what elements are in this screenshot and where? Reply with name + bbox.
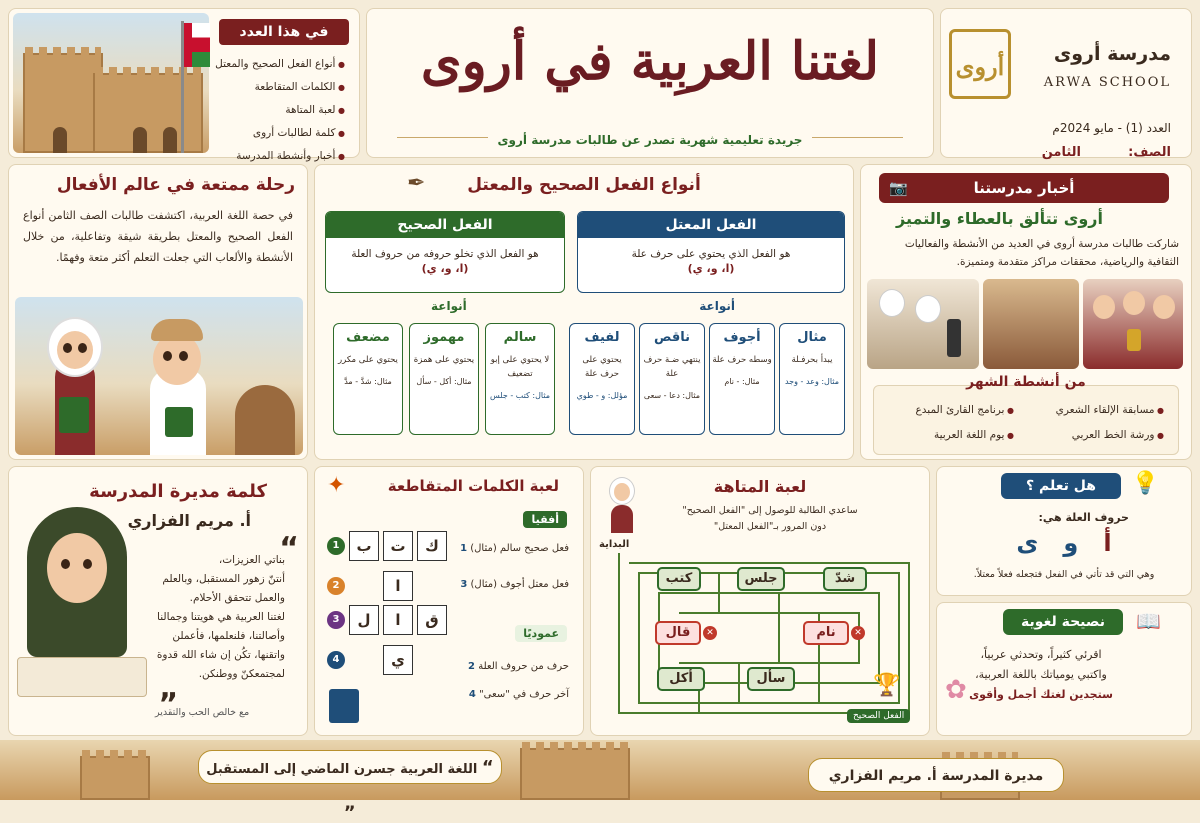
clue-number-marker: 2	[327, 577, 345, 595]
maze-word-sahih[interactable]: جلس	[737, 567, 785, 591]
newspaper-subtitle: جريدة تعليمية شهرية تصدر عن طالبات مدرسة أروى	[488, 133, 813, 147]
down-label: عموديًا	[515, 625, 567, 642]
verbs-panel	[314, 164, 854, 460]
clue-number-marker: 1	[327, 537, 345, 555]
mutal-definition: هو الفعل الذي يحتوي على حرف علة	[631, 248, 791, 260]
contents-item[interactable]: ● أنواع الفعل الصحيح والمعتل	[209, 53, 345, 76]
didyouknow-note: وهي التي قد تأتي في الفعل فتجعله فعلاً معتلاً.	[973, 569, 1155, 580]
activities-box	[873, 374, 1179, 455]
sahih-heading: الفعل الصحيح	[326, 212, 564, 238]
maze-word-mutal[interactable]: نام	[803, 621, 849, 645]
lightbulb-icon: 💡	[1131, 471, 1159, 496]
news-panel	[860, 164, 1192, 460]
activities-list-left	[916, 398, 1015, 448]
contents-item[interactable]: ● لعبة المتاهة	[209, 99, 345, 122]
news-heading: أخبار مدرستنا 📷	[879, 173, 1169, 203]
school-info	[940, 8, 1192, 158]
footer-band	[0, 740, 1200, 814]
news-body: شاركت طالبات مدرسة أروى في العديد من الأنشطة والفعاليات الثقافية والرياضية، محققات مراكز متقدمة ومتميزة.	[904, 238, 1179, 268]
trophy-icon: 🏆	[873, 673, 901, 698]
mutal-type-card: مثال يبدأ بحرفـلة مثال: وعد - وجد	[779, 323, 845, 435]
principal-title: كلمة مديرة المدرسة	[89, 481, 267, 502]
sahih-box	[325, 211, 565, 293]
activities-list-right	[1056, 398, 1164, 448]
crossword-cell[interactable]: ا	[383, 605, 413, 635]
tip-heading: نصيحة لغوية	[1003, 609, 1123, 635]
wrong-icon: ✕	[851, 626, 865, 640]
contents-heading: في هذا العدد	[219, 19, 349, 45]
maze-word-mutal[interactable]: قال	[655, 621, 701, 645]
mutal-type-card: ناقص ينتهي ضـة حرف علة مثال: دعا - سعى	[639, 323, 705, 435]
contents-item[interactable]: ● كلمة لطالبات أروى	[209, 122, 345, 145]
didyouknow-intro: حروف العلة هي:	[1038, 511, 1129, 524]
book-icon: 📖	[1136, 609, 1161, 633]
principal-panel	[8, 466, 308, 736]
activity-item: ● ورشة الخط العربي	[1056, 423, 1164, 448]
newspaper-title: لغتنا العربِية في أروى	[420, 31, 880, 92]
maze-end-label: الفعل الصحيح	[847, 709, 910, 723]
tip-text: اقرئي كثيراً، وتحدثي عربياً، واكتبي يومياتك باللغة العربية، ستجدين لغتك أجمل وأقوى	[969, 648, 1113, 701]
maze-word-sahih[interactable]: شدّ	[823, 567, 867, 591]
clue-across-1: فعل صحيح سالم (مثال) 1	[460, 543, 569, 554]
sahih-definition: هو الفعل الذي تخلو حروفه من حروف العلة	[351, 248, 539, 260]
maze-word-sahih[interactable]: أكل	[657, 667, 705, 691]
issue-number: العدد (1) - مايو 2024م	[1052, 121, 1171, 135]
crossword-cell[interactable]: ي	[383, 645, 413, 675]
flower-icon: ✿	[945, 675, 967, 705]
maze-panel	[590, 466, 930, 736]
crossword-title: لعبة الكلمات المتقاطعة	[387, 477, 559, 495]
clue-number-marker: 3	[327, 611, 345, 629]
journey-body: في حصة اللغة العربية، اكتشفت طالبات الصف الثامن أنواع الفعل الصحيح والمعتل بطريقة شيقة وتفاعلية، من خلال الأنشطة والألعاب التي جعلت التعلم أكثر متعة وفهمًا.	[23, 209, 293, 264]
sahih-type-card: مضعف يحتوي على مكرر مثال: شدَّ - مدَّ	[333, 323, 403, 435]
quill-icon: ✒	[407, 171, 426, 196]
mutal-box	[577, 211, 845, 293]
mutal-types-label: أنواعة	[699, 299, 735, 313]
contents-item[interactable]: ● أخبار وأنشطة المدرسة	[209, 145, 345, 168]
sahih-type-card: سالم لا يحتوي على إبو تضعيف مثال: كتب - جلس	[485, 323, 555, 435]
footer-quote: “ اللغة العربية جسرن الماضي إلى المستقبل „	[198, 750, 502, 784]
contents-list	[209, 53, 345, 168]
pencil-cup-icon	[329, 689, 359, 723]
maze-word-sahih[interactable]: سأل	[747, 667, 795, 691]
crossword-cell[interactable]: ك	[417, 531, 447, 561]
students-illustration	[15, 297, 303, 455]
crossword-panel	[314, 466, 584, 736]
clue-down-2: حرف من حروف العلة 2	[468, 661, 569, 672]
flag-icon	[184, 23, 210, 67]
close-quote-icon: „	[159, 671, 179, 706]
sahih-type-card: مهموز يحتوي على همزة مثال: أكل - سأل	[409, 323, 479, 435]
across-label: أفقيا	[523, 511, 567, 528]
maze-title: لعبة المتاهة	[713, 477, 807, 496]
contents-panel	[8, 8, 360, 162]
principal-message: بناتي العزيزات، أنتنّ زهور المستقبل، وبالعلم والعمل تتحقق الأحلام. لغتنا العربية هي هويتنا وجمالنا وأصالتنا، فلنعلمها، فأعملن واتقنها، تكُن إن شاء الله قدوة لمجتمعكنّ ووطنكن.	[156, 554, 285, 680]
principal-illustration	[17, 507, 147, 707]
crossword-cell[interactable]: ب	[349, 531, 379, 561]
sahih-types-label: أنواعة	[431, 299, 467, 313]
journey-panel	[8, 164, 308, 460]
school-name-en: ARWA SCHOOL	[1043, 75, 1171, 90]
grade-value: الثامن	[1041, 145, 1081, 160]
student-avatar	[605, 477, 639, 533]
puzzle-icon: ✦	[327, 473, 346, 498]
mutal-type-card: لفيف يحتوي على حرف علة مؤلل: و - طوي	[569, 323, 635, 435]
contents-item[interactable]: ● الكلمات المتقاطعة	[209, 76, 345, 99]
tip-panel	[936, 602, 1192, 736]
activity-item: ● برنامج القارئ المبدع	[916, 398, 1015, 423]
sahih-letters: (ا، و، ي)	[421, 262, 469, 275]
activity-item: ● مسابقة الإلقاء الشعري	[1056, 398, 1164, 423]
camera-icon: 📷	[889, 179, 908, 197]
maze-start-label: البداية	[599, 539, 630, 550]
mutal-heading: الفعل المعتل	[578, 212, 844, 238]
mutal-letters: (ا، و، ي)	[687, 262, 735, 275]
clue-number-marker: 4	[327, 651, 345, 669]
open-quote-icon: “	[279, 531, 299, 566]
maze-instructions: ساعدي الطالبة للوصول إلى "الفعل الصحيح" دون المرور بـ"الفعل المعتل"	[682, 505, 858, 532]
clue-down-4: آخر حرف في "سعى" 4	[468, 689, 569, 700]
news-photo-trophy	[1083, 279, 1183, 369]
crossword-cell[interactable]: ت	[383, 531, 413, 561]
news-photo-lab	[867, 279, 979, 369]
principal-signoff: مع خالص الحب والتقدير	[155, 707, 250, 718]
journey-title: رحلة ممتعة في عالم الأفعال	[56, 175, 295, 195]
didyouknow-heading: هل تعلم ؟	[1001, 473, 1121, 499]
didyouknow-panel	[936, 466, 1192, 596]
footer-signature: مديرة المدرسة أ. مريم الفزاري	[808, 758, 1064, 792]
activity-item: ● يوم اللغة العربية	[916, 423, 1015, 448]
news-headline: أروى تتألق بالعطاء والتميز	[896, 209, 1103, 228]
grade-label: الصف:	[1128, 145, 1171, 160]
principal-name: أ. مريم الفزاري	[127, 511, 251, 530]
activities-heading: من أنشطة الشهر	[966, 374, 1086, 390]
fort-illustration	[13, 13, 209, 153]
verbs-title: أنواع الفعل الصحيح والمعتل	[467, 175, 701, 195]
school-logo: أروى	[949, 29, 1011, 99]
crossword-cell[interactable]: ل	[349, 605, 379, 635]
school-name-ar: مدرسة أروى	[1053, 43, 1171, 65]
crossword-cell[interactable]: ا	[383, 571, 413, 601]
crossword-cell[interactable]: ق	[417, 605, 447, 635]
wrong-icon: ✕	[703, 626, 717, 640]
mutal-type-card: أجوف وسطه حرف علة مثال: - نام	[709, 323, 775, 435]
clue-across-3: فعل معتل أجوف (مثال) 3	[460, 579, 569, 590]
maze-word-sahih[interactable]: كتب	[657, 567, 701, 591]
masthead	[366, 8, 934, 158]
news-photo-market	[983, 279, 1079, 369]
vowel-letters: أ و ى	[1016, 529, 1112, 557]
